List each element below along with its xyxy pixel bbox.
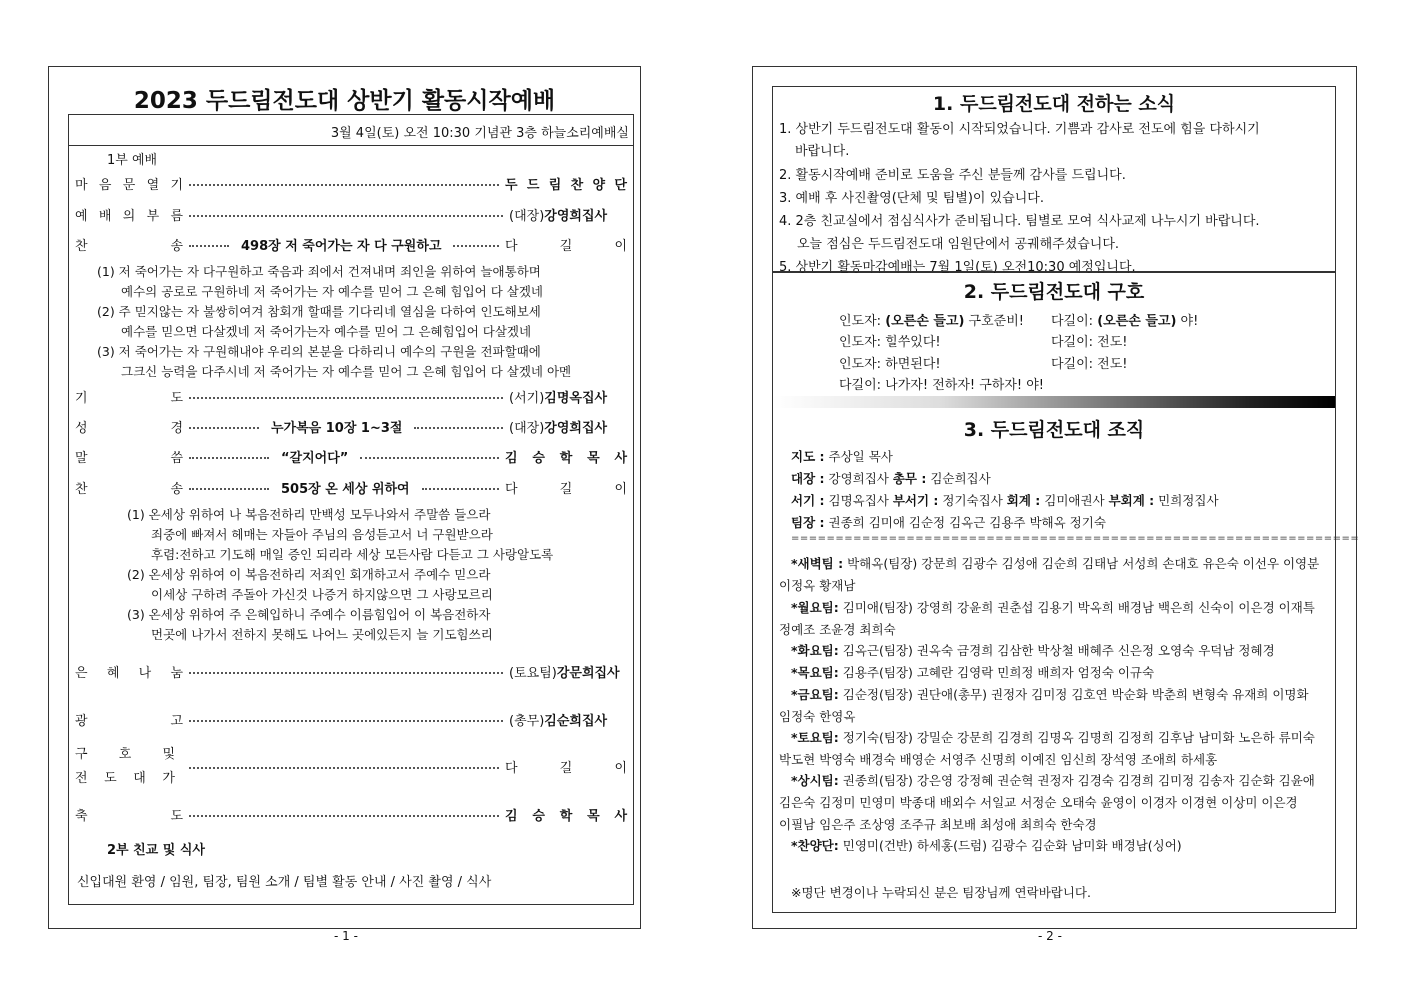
left-page-number: - 1 - (334, 929, 358, 943)
hymn498-line1: (1) 저 죽어가는 자 다구원하고 죽음과 죄에서 건져내며 죄인을 위하여 늘애통하며 (97, 264, 541, 279)
org-advisor: 지도 : 주상일 목사 (791, 449, 893, 464)
order-row-call: 예 배 의 부 름 (대장)강영희집사 (75, 208, 608, 224)
row-label: 마 음 문 열 기 (75, 177, 183, 193)
news-section (772, 86, 1336, 273)
hymn498-line5: (3) 저 죽어가는 자 구원해내야 우리의 본분을 다하리니 예수의 구원을 전파할때에 (97, 344, 541, 359)
order-row-benediction: 축 도 김 승 학 목 사 (75, 808, 627, 824)
hymn505-line5: 이세상 구하려 주돌아 가신것 나증거 하지않으면 그 사랑모르리 (151, 587, 493, 602)
team-friday-cont: 임정숙 한영옥 (779, 709, 856, 724)
news-5: 5. 상반기 활동마감예배는 7월 1일(토) 오전10:30 예정입니다. (779, 260, 1136, 275)
order-row-announce: 광 고 (총무)김순희집사 (75, 713, 608, 729)
chant-line3a: 인도자: 하면된다! (839, 357, 941, 372)
hymn498-line6: 그크신 능력을 다주시네 저 죽어가는 자 예수를 믿어 그 은혜 힘입어 다 살겠네 아멘 (121, 364, 572, 379)
team-dawn: *새벽팀 : 박해옥(팀장) 강문희 김광수 김성애 김순희 김태남 서성희 손대호 유은숙 이선우 이영분 (791, 556, 1320, 571)
hymn505-line1: (1) 온세상 위하여 나 복음전하리 만백성 모두나와서 주말씀 들으라 (127, 507, 491, 522)
left-inner-box (68, 114, 634, 905)
news-1: 1. 상반기 두드림전도대 활동이 시작되었습니다. 기쁨과 감사로 전도에 힘을 다하시기 (779, 122, 1260, 137)
team-regular-cont1: 김은숙 김정미 민영미 박종대 배외수 서일교 서정순 오태숙 윤영이 이경자 이경현 이상미 이은경 (779, 795, 1298, 810)
chant-line3b: 다길이: 전도! (1051, 357, 1128, 372)
org-title: 3. 두드림전도대 조직 (963, 419, 1145, 441)
team-regular: *상시팀: 권종희(팀장) 강은영 강정혜 권순혁 권정자 김경숙 김경희 김미정 김송자 김순화 김윤애 (791, 773, 1315, 788)
team-saturday: *토요팀: 정기숙(팀장) 강밀순 강문희 김경희 김명옥 김명희 김정희 김후남 남미화 노은하 류미숙 (791, 730, 1315, 745)
chant-line2b: 다길이: 전도! (1051, 335, 1128, 350)
hymn505-line2: 죄중에 빠져서 헤매는 자들아 주님의 음성듣고서 너 구원받으라 (151, 527, 493, 542)
part2-desc: 신입대원 환영 / 임원, 팀장, 팀원 소개 / 팀별 활동 안내 / 사진 촬영 / 식사 (77, 875, 492, 890)
order-row-hymn2: 찬 송 505장 온 세상 위하여 다 길 이 (69, 476, 633, 498)
order-row-sharing: 은 혜 나 눔 (토요팀)강문희집사 (75, 665, 620, 681)
org-secretary: 서기 : 김명옥집사 부서기 : 정기숙집사 회계 : 김미애권사 부회계 : 민희정집사 (791, 493, 1219, 508)
news-3: 3. 예배 후 사진촬영(단체 및 팀별)이 있습니다. (779, 191, 1044, 206)
news-4: 4. 2층 친교실에서 점심식사가 준비됩니다. 팀별로 모여 식사교제 나누시기 바랍니다. (779, 214, 1260, 229)
part1-heading: 1부 예배 (107, 153, 158, 168)
lower-section (772, 271, 1360, 913)
hymn505-line6: (3) 온세상 위하여 주 은혜입하니 주예수 이름힘입어 이 복음전하자 (127, 607, 491, 622)
right-page-number: - 2 - (1038, 929, 1062, 943)
row-right: 두 드 림 찬 양 단 (505, 177, 627, 193)
team-praise: *찬양단: 민영미(건반) 하세홍(드럼) 김광수 김순화 남미화 배경남(싱어) (791, 838, 1182, 853)
org-leader: 대장 : 강영희집사 총무 : 김순희집사 (791, 471, 991, 486)
hymn498-line2: 예수의 공로로 구원하네 저 죽어가는 자 예수를 믿어 그 은혜 힘입어 다 살겠네 (121, 284, 544, 299)
news-4b: 오늘 점심은 두드림전도대 임원단에서 공궤해주셨습니다. (797, 237, 1120, 252)
news-title: 1. 두드림전도대 전하는 소식 (932, 93, 1176, 115)
hymn505-line4: (2) 온세상 위하여 이 복음전하리 저죄인 회개하고서 주예수 믿으라 (127, 567, 491, 582)
order-row-opening (69, 172, 633, 194)
org-divider: ================================================================ (791, 533, 1360, 544)
hymn498-line4: 예수를 믿으면 다살겠네 저 죽어가는자 예수를 믿어 그 은혜힘입어 다살겠네 (121, 324, 532, 339)
part2-heading: 2부 친교 및 식사 (107, 843, 205, 858)
hymn505-line3: 후렴:전하고 기도해 매일 증인 되리라 세상 모든사람 다듣고 그 사랑알도록 (151, 547, 554, 562)
team-regular-cont2: 이필남 임은주 조상영 조주규 최보배 최성애 최희숙 한숙경 (779, 817, 1097, 832)
team-monday-cont: 정예조 조윤경 최희숙 (779, 622, 896, 637)
hymn505-line7: 먼곳에 나가서 전하지 못해도 나어느 곳에있든지 늘 기도힘쓰리 (151, 627, 493, 642)
footer-note: ※명단 변경이나 누락되신 분은 팀장님께 연락바랍니다. (791, 885, 1091, 900)
order-row-prayer: 기 도 (서기)김명옥집사 (75, 390, 608, 406)
news-2: 2. 활동시작예배 준비로 도움을 주신 분들께 감사를 드립니다. (779, 168, 1126, 183)
team-saturday-cont: 박도현 박영숙 배경숙 배영순 서영주 신명희 이예진 임신희 장석영 조애희 하세홍 (779, 752, 1218, 767)
date-bar (69, 115, 633, 146)
team-thursday: *목요팀: 김용주(팀장) 고혜란 김영락 민희정 배희자 엄정숙 이규숙 (791, 665, 1155, 680)
team-tuesday: *화요팀: 김옥근(팀장) 권옥숙 금경희 김삼한 박상철 배혜주 신은정 오영숙 우덕남 정혜경 (791, 643, 1275, 658)
chant-title: 2. 두드림전도대 구호 (963, 281, 1145, 303)
order-row-chant-label: 구 호 및 전 도 대 가 (75, 747, 175, 786)
section-divider-bar (773, 396, 1335, 408)
chant-line1b: 다길이: (오른손 들고) 야! (1051, 314, 1199, 329)
chant-line2a: 인도자: 힐쑤있다! (839, 335, 941, 350)
chant-line1a: 인도자: (오른손 들고) 구호준비! (839, 314, 1024, 329)
chant-line4: 다길이: 나가자! 전하자! 구하자! 야! (839, 378, 1045, 393)
order-row-scripture: 성 경 누가복음 10장 1~3절 (대장)강영희집사 (69, 415, 633, 437)
news-1b: 바랍니다. (795, 144, 850, 159)
left-title: 2023 두드림전도대 상반기 활동시작예배 (133, 88, 556, 114)
order-row-chant: 다 길 이 (69, 755, 633, 777)
date-line: 3월 4일(토) 오전 10:30 기념관 3층 하늘소리예배실 (330, 126, 629, 141)
team-monday: *월요팀: 김미애(팀장) 강영희 강윤희 권춘섭 김용기 박옥희 배경남 백은희 신숙이 이은경 이재특 (791, 600, 1315, 615)
org-team-leaders: 팀장 : 권종희 김미애 김순정 김옥근 김용주 박해옥 정기숙 (791, 515, 1106, 530)
team-dawn-cont: 이정옥 황재남 (779, 578, 856, 593)
hymn498-line3: (2) 주 믿지않는 자 불쌍히여겨 참회개 할때를 기다리네 열심을 다하여 인도해보세 (97, 304, 541, 319)
order-row-hymn1: 찬 송 498장 저 죽어가는 자 다 구원하고 다 길 이 (69, 233, 633, 255)
order-row-sermon: 말 씀 “갈지어다” 김 승 학 목 사 (69, 445, 633, 467)
team-friday: *금요팀: 김순정(팀장) 권단애(총무) 권정자 김미정 김호연 박순화 박춘희 변형숙 유재희 이명화 (791, 687, 1309, 702)
